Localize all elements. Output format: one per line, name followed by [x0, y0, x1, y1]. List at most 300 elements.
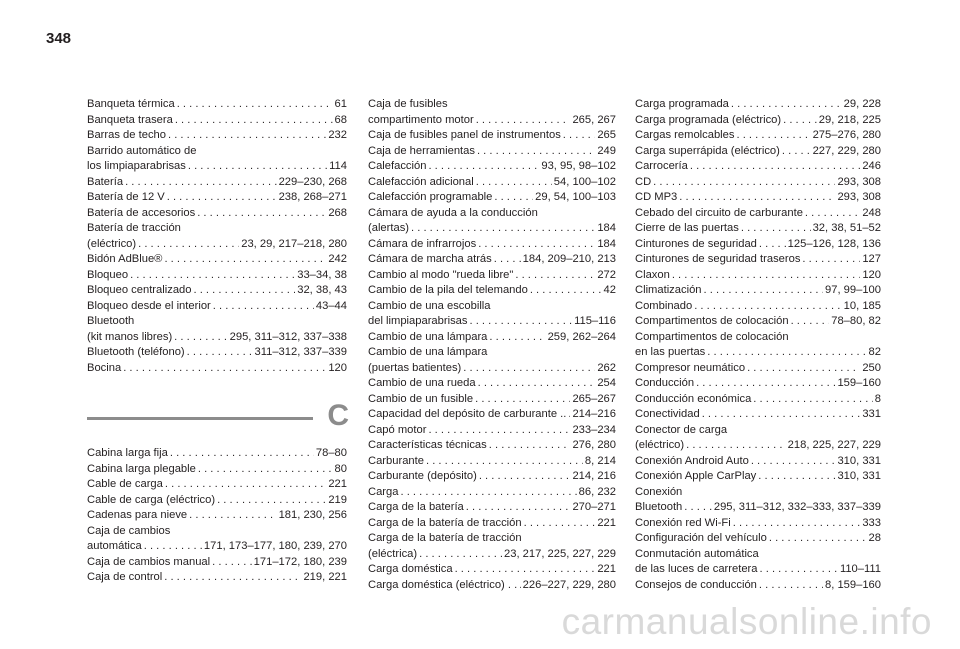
dot-leader — [702, 407, 861, 423]
dot-leader — [478, 376, 596, 392]
dot-leader — [411, 221, 595, 237]
entry-page-ref[interactable]: 29, 54, 100–103 — [535, 191, 616, 203]
index-entry-line — [87, 283, 347, 299]
entry-term: Caja de fusibles panel de instrumentos — [368, 129, 561, 141]
dot-leader — [704, 283, 823, 299]
dot-leader — [123, 361, 326, 377]
dot-leader — [479, 469, 571, 485]
index-entry — [635, 454, 881, 470]
index-entry — [87, 283, 347, 299]
entry-term: Banqueta trasera — [87, 113, 173, 126]
entry-term: Cámara de marcha atrás — [368, 253, 492, 265]
index-entry-line — [635, 578, 881, 594]
dot-leader — [426, 454, 583, 470]
entry-term: Bluetooth — [87, 315, 135, 327]
entry-term: Carga de la batería de tracción — [368, 532, 522, 544]
index-entry — [635, 314, 881, 330]
entry-page-ref[interactable]: 229–230, 268 — [278, 175, 347, 188]
index-entry — [635, 469, 881, 485]
dot-leader — [400, 485, 576, 501]
index-entry-line — [635, 268, 881, 284]
entry-page-ref[interactable]: 23, 217, 225, 227, 229 — [504, 547, 616, 560]
entry-page-ref[interactable]: 248 — [862, 206, 881, 219]
entry-page-ref[interactable]: 61 — [334, 98, 347, 110]
dot-leader — [470, 314, 573, 330]
section-rule — [87, 417, 313, 420]
dot-leader — [144, 539, 202, 555]
dot-leader — [130, 268, 295, 284]
index-entry-line — [368, 392, 616, 408]
entry-term: Carga programada — [635, 98, 729, 110]
index-entry — [87, 128, 347, 144]
index-entry-line — [368, 500, 616, 516]
entry-page-ref[interactable]: 295, 311–312, 337–338 — [229, 330, 347, 343]
index-entry-line — [368, 175, 616, 191]
index-entry-line — [87, 477, 347, 493]
index-entry — [635, 190, 881, 206]
entry-term: Conducción — [635, 377, 695, 389]
index-entry-line — [635, 206, 881, 222]
entry-term: Conexión — [635, 485, 683, 498]
entry-page-ref[interactable]: 233–234 — [572, 423, 616, 436]
entry-term: Capacidad del depósito de carburante .. — [368, 408, 567, 420]
entry-page-ref[interactable]: 293, 308 — [837, 175, 881, 188]
index-entry-line — [368, 485, 616, 501]
index-entry-line — [368, 159, 616, 175]
entry-term: Cinturones de seguridad traseros — [635, 253, 801, 265]
entry-page-ref[interactable]: 8, 214 — [584, 454, 616, 467]
index-entry-line — [635, 361, 881, 377]
index-entry — [87, 345, 347, 361]
entry-page-ref[interactable]: 32, 38, 51–52 — [812, 222, 881, 234]
entry-term: Carga de la batería — [368, 501, 464, 513]
entry-term: Conexión Apple CarPlay — [635, 470, 757, 482]
dot-leader — [791, 314, 830, 330]
entry-term: Consejos de conducción — [635, 578, 757, 591]
index-entry — [635, 252, 881, 268]
entry-page-ref[interactable]: 219, 221 — [303, 571, 347, 583]
index-entry-line — [635, 500, 881, 516]
index-entry-line — [635, 531, 881, 547]
entry-term: Conducción económica — [635, 392, 752, 405]
entry-page-ref[interactable]: 28 — [868, 532, 881, 544]
index-entry — [368, 330, 616, 346]
index-entry — [87, 361, 347, 377]
entry-page-ref[interactable]: 78–80 — [315, 447, 347, 459]
entry-page-ref[interactable]: 32, 38, 43 — [297, 284, 347, 296]
index-entry — [635, 128, 881, 144]
entry-page-ref[interactable]: 181, 230, 256 — [278, 509, 347, 521]
index-entry — [87, 268, 347, 284]
dot-leader — [174, 330, 227, 346]
dot-leader — [198, 462, 333, 478]
entry-page-ref[interactable]: 127 — [862, 253, 881, 265]
entry-term: Caja de fusibles — [368, 98, 448, 110]
entry-page-ref[interactable]: 221 — [597, 516, 616, 529]
dot-leader — [684, 500, 712, 516]
index-entry — [87, 524, 347, 555]
dot-leader — [733, 516, 861, 532]
index-column-c-right — [635, 97, 881, 593]
index-entry — [87, 97, 347, 113]
entry-term: Cambio de una rueda — [368, 377, 476, 389]
entry-page-ref[interactable]: 8, 159–160 — [825, 578, 881, 591]
dot-leader — [419, 547, 502, 563]
dot-leader — [805, 206, 860, 222]
entry-page-ref[interactable]: 265–267 — [572, 392, 616, 405]
entry-page-ref[interactable]: 184 — [597, 222, 616, 234]
index-entry-line — [87, 113, 347, 129]
index-entry — [87, 221, 347, 252]
dot-leader — [187, 345, 253, 361]
entry-term: los limpiaparabrisas — [87, 160, 186, 172]
entry-term: Carburante — [368, 454, 424, 467]
section-divider-c — [87, 399, 349, 434]
index-entry-line — [635, 407, 881, 423]
index-entry-line — [635, 345, 881, 361]
index-entry-line — [87, 206, 347, 222]
index-entry — [635, 237, 881, 253]
entry-page-ref[interactable]: 214–216 — [572, 408, 616, 420]
index-entry — [87, 314, 347, 345]
entry-term: Cámara de ayuda a la conducción — [368, 206, 538, 219]
entry-page-ref[interactable]: 43–44 — [315, 299, 347, 312]
index-entry-line — [368, 252, 616, 268]
entry-page-ref[interactable]: 171–172, 180, 239 — [253, 555, 347, 568]
entry-page-ref[interactable]: 276, 280 — [572, 439, 616, 451]
dot-leader — [188, 159, 327, 175]
index-entry-line — [368, 516, 616, 532]
dot-leader — [476, 113, 571, 129]
entry-term: Calefacción programable — [368, 191, 493, 203]
entry-term: Cabina larga fija — [87, 447, 168, 459]
entry-page-ref[interactable]: 226–227, 229, 280 — [522, 578, 616, 591]
entry-term: (kit manos libres) — [87, 330, 173, 343]
index-entry-line — [368, 454, 616, 470]
entry-page-ref[interactable]: 265 — [597, 129, 616, 141]
entry-term: CD — [635, 175, 652, 188]
index-entry — [368, 562, 616, 578]
entry-page-ref[interactable]: 250 — [862, 361, 881, 374]
index-entry — [368, 206, 616, 237]
entry-term: Conexión Android Auto — [635, 454, 749, 467]
index-entry-line — [87, 299, 347, 315]
index-entry — [368, 268, 616, 284]
entry-term: (alertas) — [368, 222, 410, 234]
entry-term: Conmutación automática — [635, 547, 759, 560]
index-entry — [368, 578, 616, 594]
entry-page-ref[interactable]: 310, 331 — [837, 470, 881, 482]
page-number: 348 — [46, 30, 72, 47]
entry-term: Carga programada (eléctrico) — [635, 113, 782, 126]
index-entry-line — [635, 547, 881, 563]
entry-page-ref[interactable]: 232 — [328, 129, 347, 141]
index-entry-line — [635, 237, 881, 253]
entry-term: Calefacción — [368, 160, 427, 172]
dot-leader — [802, 252, 860, 268]
index-entry — [635, 376, 881, 392]
index-entry-line — [368, 423, 616, 439]
entry-page-ref[interactable]: 295, 311–312, 332–333, 337–339 — [713, 501, 881, 513]
index-entry-line — [87, 361, 347, 377]
index-entry — [635, 268, 881, 284]
dot-leader — [568, 407, 570, 423]
index-entry-line — [635, 113, 881, 129]
entry-page-ref[interactable]: 275–276, 280 — [812, 129, 881, 141]
entry-page-ref[interactable]: 249 — [597, 144, 616, 157]
entry-page-ref[interactable]: 254 — [597, 377, 616, 389]
index-entry-line — [635, 438, 881, 454]
index-entry — [635, 144, 881, 160]
index-entry — [368, 438, 616, 454]
dot-leader — [563, 128, 596, 144]
entry-page-ref[interactable]: 218, 225, 227, 229 — [787, 439, 881, 451]
entry-term: Barras de techo — [87, 129, 166, 141]
entry-page-ref[interactable]: 171, 173–177, 180, 239, 270 — [203, 540, 347, 552]
dot-leader — [747, 361, 860, 377]
index-entry-line — [87, 570, 347, 586]
entry-term: Carga — [368, 485, 399, 498]
entry-page-ref[interactable]: 93, 95, 98–102 — [541, 160, 616, 172]
index-entry — [635, 516, 881, 532]
entry-page-ref[interactable]: 227, 229, 280 — [812, 144, 881, 157]
entry-page-ref[interactable]: 125–126, 128, 136 — [787, 237, 881, 250]
index-entry-line — [368, 438, 616, 454]
entry-page-ref[interactable]: 23, 29, 217–218, 280 — [241, 237, 347, 250]
index-entry-line — [368, 283, 616, 299]
entry-page-ref[interactable]: 8 — [874, 392, 881, 405]
index-entry — [635, 330, 881, 361]
index-entry — [635, 299, 881, 315]
index-entry — [368, 299, 616, 330]
entry-term: Características técnicas — [368, 439, 487, 451]
dot-leader — [515, 268, 595, 284]
entry-term: compartimento motor — [368, 113, 474, 126]
entry-term: Compresor neumático — [635, 361, 746, 374]
entry-page-ref[interactable]: 42 — [603, 284, 616, 296]
index-entry-line — [87, 345, 347, 361]
index-entry — [87, 493, 347, 509]
entry-page-ref[interactable]: 68 — [334, 113, 347, 126]
entry-page-ref[interactable]: 115–116 — [574, 315, 616, 327]
entry-page-ref[interactable]: 221 — [597, 563, 616, 575]
entry-page-ref[interactable]: 219 — [328, 493, 347, 506]
entry-term: Compartimentos de colocación — [635, 315, 789, 327]
index-entry — [368, 283, 616, 299]
entry-term: en las puertas — [635, 346, 706, 358]
index-entry — [87, 206, 347, 222]
dot-leader — [741, 221, 811, 237]
entry-term: Batería de 12 V — [87, 191, 165, 203]
entry-term: Cable de carga (eléctrico) — [87, 493, 216, 506]
dot-leader — [167, 190, 277, 206]
dot-leader — [530, 283, 602, 299]
index-entry — [368, 144, 616, 160]
dot-leader — [769, 531, 867, 547]
entry-term: Cambio de una lámpara — [368, 330, 488, 343]
dot-leader — [783, 113, 817, 129]
dot-leader — [463, 361, 595, 377]
dot-leader — [672, 268, 861, 284]
index-entry-line — [87, 462, 347, 478]
entry-page-ref[interactable]: 120 — [328, 361, 347, 374]
entry-page-ref[interactable]: 10, 185 — [843, 299, 881, 312]
index-entry-line — [368, 407, 616, 423]
entry-term: Configuración del vehículo — [635, 532, 767, 544]
dot-leader — [760, 562, 838, 578]
index-entry — [87, 570, 347, 586]
entry-term: Conexión red Wi-Fi — [635, 516, 731, 529]
entry-page-ref[interactable]: 114 — [329, 160, 347, 172]
index-entry — [635, 531, 881, 547]
entry-term: Cambio de una lámpara — [368, 346, 488, 358]
entry-page-ref[interactable]: 268 — [328, 206, 347, 219]
index-entry-line — [368, 206, 616, 222]
index-entry — [368, 128, 616, 144]
dot-leader — [476, 175, 552, 191]
entry-page-ref[interactable]: 311–312, 337–339 — [254, 346, 347, 358]
dot-leader — [138, 237, 239, 253]
dot-leader — [212, 555, 252, 571]
index-entry — [368, 531, 616, 562]
index-entry-line — [368, 221, 616, 237]
dot-leader — [455, 562, 596, 578]
dot-leader — [168, 128, 326, 144]
entry-page-ref[interactable]: 33–34, 38 — [297, 268, 347, 281]
index-entry — [368, 485, 616, 501]
index-entry — [635, 361, 881, 377]
entry-page-ref[interactable]: 29, 228 — [843, 98, 881, 110]
index-entry — [87, 555, 347, 571]
entry-term: Bluetooth — [635, 501, 683, 513]
dot-leader — [759, 578, 823, 594]
dot-leader — [489, 438, 571, 454]
index-entry — [87, 252, 347, 268]
entry-term: Carga doméstica — [368, 563, 453, 575]
entry-page-ref[interactable]: 110–111 — [839, 563, 881, 575]
index-entry-line — [635, 221, 881, 237]
index-entry — [368, 252, 616, 268]
entry-page-ref[interactable]: 259, 262–264 — [547, 330, 616, 343]
entry-page-ref[interactable]: 86, 232 — [578, 485, 616, 498]
entry-page-ref[interactable]: 265, 267 — [572, 113, 616, 126]
entry-page-ref[interactable]: 262 — [597, 361, 616, 374]
index-entry-line — [87, 330, 347, 346]
index-entry-line — [635, 283, 881, 299]
index-entry-line — [87, 446, 347, 462]
entry-page-ref[interactable]: 333 — [862, 516, 881, 529]
index-entry — [368, 190, 616, 206]
entry-page-ref[interactable]: 97, 99–100 — [825, 284, 881, 296]
dot-leader — [477, 144, 595, 160]
index-column-b — [87, 97, 347, 376]
index-entry-line — [635, 159, 881, 175]
entry-page-ref[interactable]: 238, 268–271 — [278, 191, 347, 203]
dot-leader — [751, 454, 836, 470]
index-entry — [635, 392, 881, 408]
entry-page-ref[interactable]: 159–160 — [837, 377, 881, 389]
index-entry-line — [635, 252, 881, 268]
index-entry — [635, 175, 881, 191]
entry-term: (eléctrico) — [635, 439, 685, 451]
index-entry — [87, 190, 347, 206]
entry-page-ref[interactable]: 184 — [597, 237, 616, 250]
dot-leader — [170, 446, 314, 462]
dot-leader — [653, 175, 835, 191]
entry-term: (puertas batientes) — [368, 361, 462, 374]
entry-term: de las luces de carretera — [635, 563, 758, 575]
index-entry-line — [368, 330, 616, 346]
entry-page-ref[interactable]: 310, 331 — [837, 454, 881, 467]
entry-page-ref[interactable]: 54, 100–102 — [553, 175, 616, 188]
dot-leader — [164, 570, 301, 586]
dot-leader — [731, 97, 842, 113]
index-entry-line — [635, 175, 881, 191]
index-entry — [368, 345, 616, 376]
index-entry-line — [87, 175, 347, 191]
entry-page-ref[interactable]: 78–80, 82 — [831, 315, 881, 327]
entry-term: Caja de control — [87, 571, 163, 583]
index-entry — [368, 469, 616, 485]
index-entry-line — [87, 493, 347, 509]
dot-leader — [177, 97, 333, 113]
index-entry-line — [635, 423, 881, 439]
entry-term: Caja de herramientas — [368, 144, 475, 157]
entry-page-ref[interactable]: 331 — [862, 408, 881, 420]
entry-page-ref[interactable]: 272 — [597, 268, 616, 281]
index-entry-line — [87, 190, 347, 206]
index-entry — [635, 221, 881, 237]
index-entry-line — [368, 299, 616, 315]
entry-page-ref[interactable]: 80 — [334, 462, 347, 475]
index-entry-line — [368, 144, 616, 160]
entry-term: Carga de la batería de tracción — [368, 516, 522, 529]
index-entry — [87, 446, 347, 462]
index-entry-line — [368, 345, 616, 361]
dot-leader — [478, 237, 595, 253]
index-entry-line — [87, 508, 347, 524]
entry-page-ref[interactable]: 293, 308 — [837, 191, 881, 203]
index-entry-line — [635, 469, 881, 485]
dot-leader — [217, 493, 326, 509]
index-entry — [87, 299, 347, 315]
entry-page-ref[interactable]: 82 — [868, 346, 881, 358]
entry-term: del limpiaparabrisas — [368, 315, 468, 327]
entry-page-ref[interactable]: 270–271 — [572, 501, 616, 513]
index-entry-line — [368, 562, 616, 578]
index-entry — [368, 175, 616, 191]
entry-page-ref[interactable]: 120 — [862, 268, 881, 281]
entry-page-ref[interactable]: 242 — [328, 253, 347, 265]
entry-term: Cabina larga plegable — [87, 462, 196, 475]
dot-leader — [189, 508, 276, 524]
entry-term: Cable de carga — [87, 478, 163, 490]
index-entry — [368, 159, 616, 175]
index-entry-line — [87, 221, 347, 237]
entry-term: Batería — [87, 175, 124, 188]
entry-page-ref[interactable]: 184, 209–210, 213 — [522, 253, 616, 265]
entry-term: (eléctrica) — [368, 547, 418, 560]
entry-page-ref[interactable]: 29, 218, 225 — [818, 113, 881, 126]
entry-page-ref[interactable]: 221 — [328, 478, 347, 490]
entry-page-ref[interactable]: 214, 216 — [572, 470, 616, 482]
entry-page-ref[interactable]: 246 — [862, 160, 881, 172]
entry-term: Bloqueo desde el interior — [87, 299, 211, 312]
entry-term: Cebado del circuito de carburante — [635, 206, 803, 219]
dot-leader — [679, 190, 835, 206]
index-entry — [87, 144, 347, 175]
entry-term: Cambio de una escobilla — [368, 299, 491, 312]
